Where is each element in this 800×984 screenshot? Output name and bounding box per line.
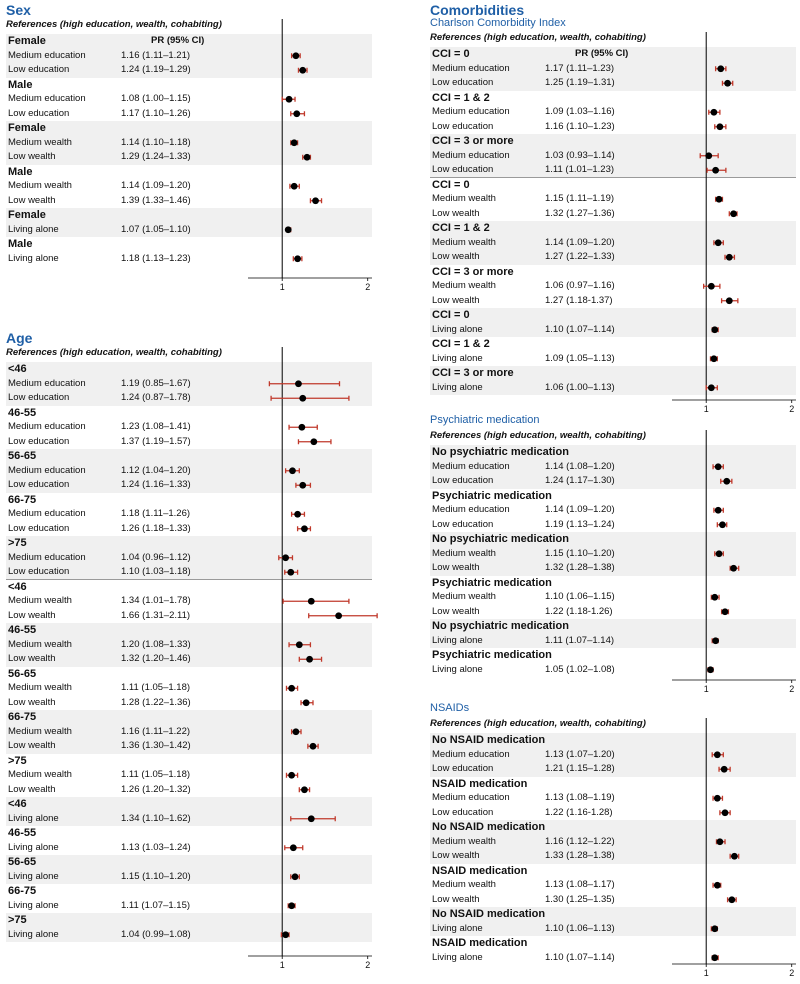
row-label: Medium wealth bbox=[8, 725, 72, 737]
row-label: Medium education bbox=[432, 460, 510, 472]
row-label: Living alone bbox=[8, 899, 59, 911]
row-label: Low education bbox=[432, 763, 494, 774]
row-label: Living alone bbox=[8, 928, 59, 940]
group-name: CCI = 3 or more bbox=[432, 367, 514, 379]
point-estimate bbox=[714, 795, 721, 802]
row-label: Living alone bbox=[8, 870, 59, 882]
column-header-pr-ci: PR (95% CI) bbox=[151, 35, 205, 46]
pr-ci-text: 1.14 (1.10–1.18) bbox=[121, 136, 191, 148]
row-label: Medium education bbox=[8, 464, 86, 476]
group-name: No psychiatric medication bbox=[432, 620, 569, 632]
group-name: No psychiatric medication bbox=[432, 446, 569, 458]
panel-subtitle: Psychiatric medication bbox=[430, 414, 540, 426]
row-label: Low education bbox=[8, 522, 70, 534]
pr-ci-text: 1.34 (1.10–1.62) bbox=[121, 812, 191, 824]
row-label: Low education bbox=[8, 479, 70, 490]
pr-ci-text: 1.10 (1.07–1.14) bbox=[545, 951, 615, 963]
pr-ci-text: 1.09 (1.03–1.16) bbox=[545, 106, 615, 117]
row-label: Low wealth bbox=[432, 207, 480, 219]
row-label: Low wealth bbox=[432, 605, 480, 617]
row-label: Living alone bbox=[432, 663, 483, 675]
point-estimate bbox=[722, 809, 729, 816]
row-label: Medium education bbox=[432, 62, 510, 74]
row-label: Medium wealth bbox=[8, 595, 72, 606]
pr-ci-text: 1.17 (1.11–1.23) bbox=[545, 62, 615, 74]
row-label: Medium wealth bbox=[8, 180, 72, 191]
row-label: Medium education bbox=[8, 93, 86, 104]
point-estimate bbox=[716, 838, 723, 845]
pr-ci-text: 1.23 (1.08–1.41) bbox=[121, 421, 191, 432]
pr-ci-text: 1.34 (1.01–1.78) bbox=[121, 595, 191, 606]
pr-ci-text: 1.22 (1.18-1.26) bbox=[545, 605, 613, 617]
pr-ci-text: 1.03 (0.93–1.14) bbox=[545, 149, 615, 161]
group-name: Psychiatric medication bbox=[432, 576, 552, 589]
row-label: Low wealth bbox=[432, 893, 480, 905]
pr-ci-text: 1.24 (1.16–1.33) bbox=[121, 479, 191, 490]
x-tick-label: 1 bbox=[279, 960, 285, 970]
pr-ci-text: 1.18 (1.13–1.23) bbox=[121, 252, 191, 264]
pr-ci-text: 1.14 (1.09–1.20) bbox=[545, 504, 615, 515]
pr-ci-text: 1.14 (1.09–1.20) bbox=[545, 236, 615, 248]
row-label: Living alone bbox=[432, 323, 483, 335]
pr-ci-text: 1.13 (1.03–1.24) bbox=[121, 841, 191, 853]
pr-ci-text: 1.27 (1.18-1.37) bbox=[545, 294, 613, 306]
row-label: Medium wealth bbox=[432, 236, 496, 248]
pr-ci-text: 1.11 (1.07–1.15) bbox=[121, 899, 191, 911]
pr-ci-text: 1.10 (1.06–1.15) bbox=[545, 591, 615, 602]
pr-ci-text: 1.16 (1.11–1.21) bbox=[121, 49, 191, 61]
row-label: Living alone bbox=[432, 951, 483, 963]
point-estimate bbox=[711, 954, 718, 961]
row-label: Low wealth bbox=[8, 151, 56, 162]
x-tick-label: 2 bbox=[789, 404, 795, 414]
row-label: Low education bbox=[432, 518, 494, 530]
x-tick-label: 1 bbox=[703, 684, 709, 694]
row-label: Medium education bbox=[432, 792, 510, 803]
row-label: Living alone bbox=[8, 812, 59, 824]
pr-ci-text: 1.06 (1.00–1.13) bbox=[545, 381, 615, 393]
group-name: 66-75 bbox=[8, 885, 37, 897]
row-label: Medium wealth bbox=[432, 835, 496, 847]
row-label: Low education bbox=[8, 64, 70, 75]
pr-ci-text: 1.10 (1.06–1.13) bbox=[545, 922, 615, 934]
point-estimate bbox=[728, 896, 735, 903]
row-label: Low education bbox=[432, 475, 494, 486]
row-label: Low wealth bbox=[8, 783, 56, 795]
group-name: Male bbox=[8, 165, 33, 178]
group-name: <46 bbox=[8, 798, 27, 810]
pr-ci-text: 1.32 (1.27–1.36) bbox=[545, 207, 615, 219]
point-estimate bbox=[721, 766, 728, 773]
row-label: Low wealth bbox=[432, 850, 480, 861]
row-label: Low education bbox=[432, 77, 494, 88]
pr-ci-text: 1.04 (0.96–1.12) bbox=[121, 551, 191, 563]
pr-ci-text: 1.06 (0.97–1.16) bbox=[545, 280, 615, 291]
panel-subtitle: Charlson Comorbidity Index bbox=[430, 17, 566, 29]
x-tick-label: 1 bbox=[279, 282, 285, 292]
pr-ci-text: 1.19 (0.85–1.67) bbox=[121, 377, 191, 389]
pr-ci-text: 1.13 (1.08–1.17) bbox=[545, 879, 615, 890]
panel-title: Age bbox=[6, 330, 33, 346]
group-name: No NSAID medication bbox=[432, 734, 546, 746]
group-name: >75 bbox=[8, 537, 27, 549]
group-name: 46-55 bbox=[8, 406, 37, 419]
pr-ci-text: 1.11 (1.07–1.14) bbox=[545, 634, 615, 646]
group-name: Female bbox=[8, 35, 46, 47]
x-tick-label: 2 bbox=[789, 684, 795, 694]
pr-ci-text: 1.26 (1.18–1.33) bbox=[121, 522, 191, 534]
pr-ci-text: 1.28 (1.22–1.36) bbox=[121, 696, 191, 708]
group-name: CCI = 3 or more bbox=[432, 265, 514, 278]
row-label: Medium wealth bbox=[432, 193, 496, 204]
row-label: Low education bbox=[8, 566, 70, 577]
pr-ci-text: 1.16 (1.12–1.22) bbox=[545, 835, 615, 847]
panel-subtitle: NSAIDs bbox=[430, 702, 470, 714]
row-label: Living alone bbox=[8, 223, 59, 235]
pr-ci-text: 1.09 (1.05–1.13) bbox=[545, 352, 615, 364]
row-label: Medium wealth bbox=[432, 591, 496, 602]
group-name: Male bbox=[8, 78, 33, 91]
reference-note: References (high education, wealth, cohabiting) bbox=[6, 347, 222, 358]
row-label: Medium wealth bbox=[8, 682, 72, 693]
group-name: NSAID medication bbox=[432, 777, 528, 790]
pr-ci-text: 1.08 (1.00–1.15) bbox=[121, 93, 191, 104]
row-label: Low education bbox=[8, 107, 70, 119]
group-name: 46-55 bbox=[8, 827, 37, 839]
group-name: 56-65 bbox=[8, 856, 37, 868]
point-estimate bbox=[711, 925, 718, 932]
pr-ci-text: 1.17 (1.10–1.26) bbox=[121, 107, 191, 119]
group-name: CCI = 1 & 2 bbox=[432, 338, 490, 350]
reference-note: References (high education, wealth, cohabiting) bbox=[430, 718, 646, 729]
group-name: CCI = 0 bbox=[432, 48, 470, 60]
group-name: >75 bbox=[8, 914, 27, 926]
row-label: Low education bbox=[8, 392, 70, 403]
row-label: Living alone bbox=[432, 922, 483, 934]
row-label: Medium wealth bbox=[8, 136, 72, 148]
pr-ci-text: 1.15 (1.11–1.19) bbox=[545, 193, 615, 204]
group-name: <46 bbox=[8, 363, 27, 375]
x-tick-label: 2 bbox=[789, 968, 795, 978]
group-name: Female bbox=[8, 209, 46, 221]
pr-ci-text: 1.20 (1.08–1.33) bbox=[121, 638, 191, 650]
row-label: Low wealth bbox=[432, 562, 480, 573]
pr-ci-text: 1.25 (1.19–1.31) bbox=[545, 77, 615, 88]
row-label: Medium wealth bbox=[8, 638, 72, 650]
group-name: Psychiatric medication bbox=[432, 649, 552, 661]
x-tick-label: 1 bbox=[703, 404, 709, 414]
pr-ci-text: 1.16 (1.10–1.23) bbox=[545, 120, 615, 132]
row-label: Medium education bbox=[432, 149, 510, 161]
group-name: Female bbox=[8, 122, 46, 134]
pr-ci-text: 1.11 (1.01–1.23) bbox=[545, 164, 615, 175]
pr-ci-text: 1.14 (1.08–1.20) bbox=[545, 460, 615, 472]
pr-ci-text: 1.10 (1.03–1.18) bbox=[121, 566, 191, 577]
pr-ci-text: 1.21 (1.15–1.28) bbox=[545, 763, 615, 774]
row-label: Medium education bbox=[432, 106, 510, 117]
pr-ci-text: 1.07 (1.05–1.10) bbox=[121, 223, 191, 235]
row-label: Low wealth bbox=[432, 251, 480, 262]
pr-ci-text: 1.39 (1.33–1.46) bbox=[121, 194, 191, 206]
row-label: Medium education bbox=[8, 551, 86, 563]
pr-ci-text: 1.18 (1.11–1.26) bbox=[121, 508, 191, 519]
pr-ci-text: 1.32 (1.28–1.38) bbox=[545, 562, 615, 573]
row-label: Medium education bbox=[8, 421, 86, 432]
point-estimate bbox=[714, 751, 721, 758]
pr-ci-text: 1.37 (1.19–1.57) bbox=[121, 435, 191, 447]
reference-note: References (high education, wealth, cohabiting) bbox=[6, 19, 222, 30]
pr-ci-text: 1.27 (1.22–1.33) bbox=[545, 251, 615, 262]
row-label: Medium wealth bbox=[432, 879, 496, 890]
group-name: 66-75 bbox=[8, 711, 37, 723]
pr-ci-text: 1.13 (1.07–1.20) bbox=[545, 748, 615, 760]
pr-ci-text: 1.11 (1.05–1.18) bbox=[121, 769, 191, 780]
group-name: CCI = 3 or more bbox=[432, 135, 514, 147]
x-tick-label: 1 bbox=[703, 968, 709, 978]
point-estimate bbox=[714, 882, 721, 889]
group-name: 66-75 bbox=[8, 493, 37, 506]
row-label: Medium education bbox=[8, 377, 86, 389]
row-label: Low education bbox=[432, 120, 494, 132]
pr-ci-text: 1.14 (1.09–1.20) bbox=[121, 180, 191, 191]
pr-ci-text: 1.32 (1.20–1.46) bbox=[121, 653, 191, 664]
group-name: NSAID medication bbox=[432, 937, 528, 949]
row-label: Low education bbox=[432, 806, 494, 818]
pr-ci-text: 1.15 (1.10–1.20) bbox=[121, 870, 191, 882]
pr-ci-text: 1.29 (1.24–1.33) bbox=[121, 151, 191, 162]
group-name: NSAID medication bbox=[432, 864, 528, 877]
row-label: Living alone bbox=[8, 252, 59, 264]
reference-note: References (high education, wealth, cohabiting) bbox=[430, 32, 646, 43]
row-label: Medium education bbox=[432, 748, 510, 760]
group-name: CCI = 1 & 2 bbox=[432, 222, 490, 234]
row-label: Medium wealth bbox=[432, 280, 496, 291]
reference-note: References (high education, wealth, cohabiting) bbox=[430, 430, 646, 441]
pr-ci-text: 1.04 (0.99–1.08) bbox=[121, 928, 191, 940]
pr-ci-text: 1.11 (1.05–1.18) bbox=[121, 682, 191, 693]
group-name: CCI = 0 bbox=[432, 178, 470, 191]
group-name: No NSAID medication bbox=[432, 821, 546, 833]
row-label: Living alone bbox=[432, 381, 483, 393]
row-label: Low wealth bbox=[8, 740, 56, 751]
pr-ci-text: 1.12 (1.04–1.20) bbox=[121, 464, 191, 476]
row-label: Living alone bbox=[8, 841, 59, 853]
group-name: Psychiatric medication bbox=[432, 489, 552, 502]
pr-ci-text: 1.24 (1.17–1.30) bbox=[545, 475, 615, 486]
pr-ci-text: 1.13 (1.08–1.19) bbox=[545, 792, 615, 803]
group-name: Male bbox=[8, 238, 33, 250]
column-header-pr-ci: PR (95% CI) bbox=[575, 48, 629, 59]
row-label: Low wealth bbox=[8, 653, 56, 664]
panel-title: Comorbidities bbox=[430, 2, 525, 18]
row-label: Living alone bbox=[432, 352, 483, 364]
pr-ci-text: 1.16 (1.11–1.22) bbox=[121, 725, 191, 737]
group-name: >75 bbox=[8, 754, 27, 767]
pr-ci-text: 1.30 (1.25–1.35) bbox=[545, 893, 615, 905]
row-label: Medium education bbox=[8, 49, 86, 61]
x-tick-label: 2 bbox=[365, 960, 371, 970]
row-label: Low wealth bbox=[432, 294, 480, 306]
group-name: <46 bbox=[8, 580, 27, 593]
pr-ci-text: 1.15 (1.10–1.20) bbox=[545, 547, 615, 559]
group-name: CCI = 1 & 2 bbox=[432, 91, 490, 104]
pr-ci-text: 1.05 (1.02–1.08) bbox=[545, 663, 615, 675]
group-name: CCI = 0 bbox=[432, 309, 470, 321]
x-tick-label: 2 bbox=[365, 282, 371, 292]
pr-ci-text: 1.19 (1.13–1.24) bbox=[545, 518, 615, 530]
group-name: 46-55 bbox=[8, 624, 37, 636]
pr-ci-text: 1.10 (1.07–1.14) bbox=[545, 323, 615, 335]
point-estimate bbox=[731, 853, 738, 860]
pr-ci-text: 1.22 (1.16-1.28) bbox=[545, 806, 613, 818]
pr-ci-text: 1.36 (1.30–1.42) bbox=[121, 740, 191, 751]
group-name: 56-65 bbox=[8, 667, 37, 680]
row-label: Medium education bbox=[432, 504, 510, 515]
row-label: Medium wealth bbox=[432, 547, 496, 559]
pr-ci-text: 1.66 (1.31–2.11) bbox=[121, 609, 191, 621]
pr-ci-text: 1.24 (0.87–1.78) bbox=[121, 392, 191, 403]
row-label: Medium education bbox=[8, 508, 86, 519]
row-label: Low wealth bbox=[8, 696, 56, 708]
row-label: Low education bbox=[432, 164, 494, 175]
pr-ci-text: 1.26 (1.20–1.32) bbox=[121, 783, 191, 795]
row-label: Low education bbox=[8, 435, 70, 447]
row-label: Medium wealth bbox=[8, 769, 72, 780]
pr-ci-text: 1.33 (1.28–1.38) bbox=[545, 850, 615, 861]
row-label: Low wealth bbox=[8, 609, 56, 621]
group-name: No psychiatric medication bbox=[432, 533, 569, 545]
row-label: Living alone bbox=[432, 634, 483, 646]
group-name: No NSAID medication bbox=[432, 908, 546, 920]
pr-ci-text: 1.24 (1.19–1.29) bbox=[121, 64, 191, 75]
group-name: 56-65 bbox=[8, 450, 37, 462]
panel-title: Sex bbox=[6, 2, 31, 18]
row-label: Low wealth bbox=[8, 194, 56, 206]
